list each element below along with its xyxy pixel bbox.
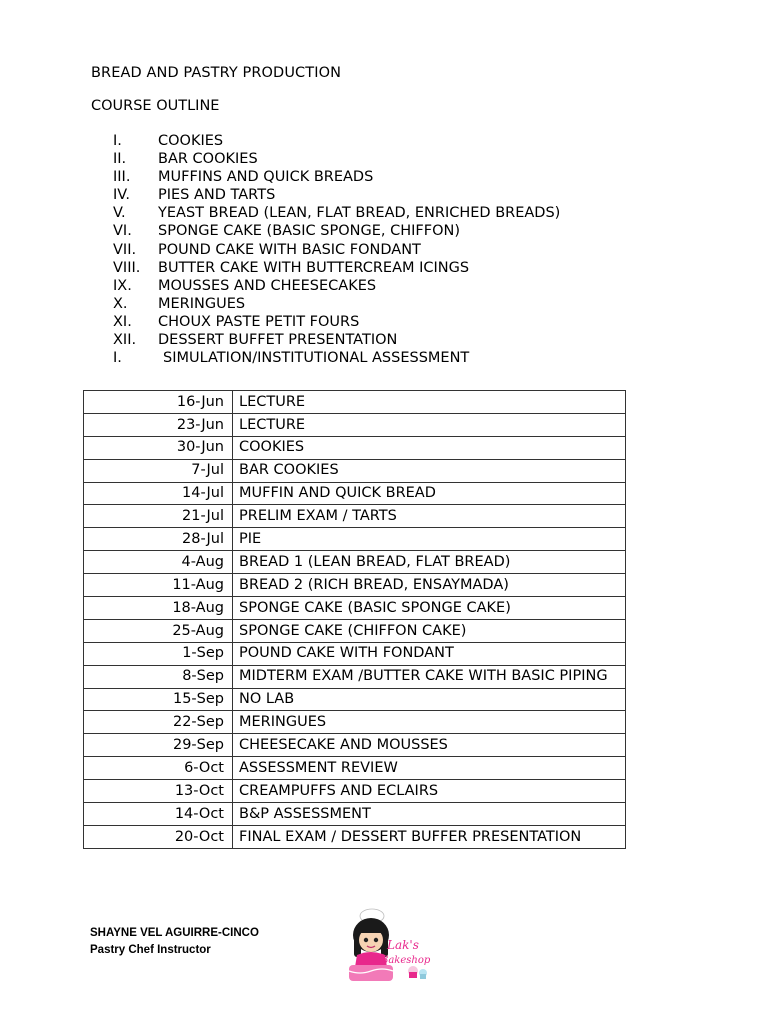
schedule-date: 8-Sep	[84, 665, 233, 688]
schedule-topic: COOKIES	[233, 436, 626, 459]
bakeshop-logo	[335, 905, 435, 985]
outline-item	[113, 241, 560, 259]
table-row	[84, 459, 626, 482]
outline-item	[113, 277, 560, 295]
outline-text: SIMULATION/INSTITUTIONAL ASSESSMENT	[163, 350, 470, 367]
document-subtitle: COURSE OUTLINE	[91, 98, 220, 114]
table-row	[84, 711, 626, 734]
schedule-topic: MIDTERM EXAM /BUTTER CAKE WITH BASIC PIPING	[233, 665, 626, 688]
schedule-date: 18-Aug	[84, 597, 233, 620]
logo-text-line2: Bakeshop	[381, 955, 431, 966]
table-row	[84, 551, 626, 574]
schedule-date: 29-Sep	[84, 734, 233, 757]
outline-item	[113, 204, 560, 222]
outline-text: MUFFINS AND QUICK BREADS	[158, 169, 374, 186]
logo-text-line1: Lak's	[387, 938, 419, 952]
outline-item	[113, 349, 560, 367]
outline-item	[113, 259, 560, 277]
outline-number: IV.	[113, 187, 130, 204]
outline-text: MOUSSES AND CHEESECAKES	[158, 277, 377, 294]
table-row	[84, 413, 626, 436]
outline-number: XII.	[113, 332, 137, 349]
table-row	[84, 734, 626, 757]
instructor-role: Pastry Chef Instructor	[90, 944, 211, 956]
schedule-table-body	[84, 391, 626, 849]
outline-number: II.	[113, 151, 127, 168]
schedule-date: 13-Oct	[84, 780, 233, 803]
schedule-topic: SPONGE CAKE (BASIC SPONGE CAKE)	[233, 597, 626, 620]
table-row	[84, 665, 626, 688]
outline-number: VII.	[113, 241, 137, 258]
outline-item	[113, 186, 560, 204]
schedule-topic: LECTURE	[233, 413, 626, 436]
schedule-topic: POUND CAKE WITH FONDANT	[233, 642, 626, 665]
schedule-topic: BAR COOKIES	[233, 459, 626, 482]
outline-number: IX.	[113, 277, 132, 294]
schedule-date: 15-Sep	[84, 688, 233, 711]
schedule-topic: NO LAB	[233, 688, 626, 711]
schedule-date: 14-Jul	[84, 482, 233, 505]
document-title: BREAD AND PASTRY PRODUCTION	[91, 65, 342, 81]
table-row	[84, 825, 626, 848]
schedule-topic: PIE	[233, 528, 626, 551]
outline-text: COOKIES	[158, 133, 224, 149]
outline-item	[113, 132, 560, 150]
table-row	[84, 528, 626, 551]
outline-text: BUTTER CAKE WITH BUTTERCREAM ICINGS	[158, 259, 470, 276]
outline-text: MERINGUES	[158, 295, 246, 312]
outline-item	[113, 168, 560, 186]
schedule-date: 16-Jun	[84, 391, 233, 414]
outline-text: POUND CAKE WITH BASIC FONDANT	[158, 241, 421, 258]
table-row	[84, 688, 626, 711]
schedule-date: 23-Jun	[84, 413, 233, 436]
table-row	[84, 436, 626, 459]
schedule-date: 21-Jul	[84, 505, 233, 528]
table-row	[84, 505, 626, 528]
outline-item	[113, 222, 560, 240]
outline-number: V.	[113, 205, 126, 222]
schedule-topic: LECTURE	[233, 391, 626, 414]
table-row	[84, 780, 626, 803]
table-row	[84, 574, 626, 597]
table-row	[84, 803, 626, 826]
schedule-topic: SPONGE CAKE (CHIFFON CAKE)	[233, 619, 626, 642]
outline-text: PIES AND TARTS	[158, 187, 276, 204]
schedule-topic: BREAD 2 (RICH BREAD, ENSAYMADA)	[233, 574, 626, 597]
outline-item	[113, 295, 560, 313]
schedule-topic: CREAMPUFFS AND ECLAIRS	[233, 780, 626, 803]
schedule-topic: ASSESSMENT REVIEW	[233, 757, 626, 780]
schedule-date: 4-Aug	[84, 551, 233, 574]
course-outline-list	[113, 132, 560, 367]
schedule-date: 6-Oct	[84, 757, 233, 780]
schedule-date: 22-Sep	[84, 711, 233, 734]
schedule-topic: B&P ASSESSMENT	[233, 803, 626, 826]
outline-item	[113, 331, 560, 349]
outline-number: I.	[113, 350, 122, 367]
schedule-topic: MUFFIN AND QUICK BREAD	[233, 482, 626, 505]
outline-number: VIII.	[113, 259, 141, 276]
outline-number: VI.	[113, 223, 132, 240]
outline-number: I.	[113, 133, 122, 149]
schedule-date: 1-Sep	[84, 642, 233, 665]
outline-item	[113, 313, 560, 331]
schedule-topic: FINAL EXAM / DESSERT BUFFER PRESENTATION	[233, 825, 626, 848]
outline-item	[113, 150, 560, 168]
outline-number: XI.	[113, 313, 132, 330]
schedule-topic: PRELIM EXAM / TARTS	[233, 505, 626, 528]
outline-text: CHOUX PASTE PETIT FOURS	[158, 313, 360, 330]
table-row	[84, 619, 626, 642]
schedule-date: 11-Aug	[84, 574, 233, 597]
instructor-name: SHAYNE VEL AGUIRRE-CINCO	[90, 927, 259, 939]
schedule-date: 20-Oct	[84, 825, 233, 848]
schedule-date: 25-Aug	[84, 619, 233, 642]
schedule-topic: CHEESECAKE AND MOUSSES	[233, 734, 626, 757]
outline-text: YEAST BREAD (LEAN, FLAT BREAD, ENRICHED BREADS)	[158, 205, 561, 222]
outline-number: X.	[113, 295, 128, 312]
table-row	[84, 757, 626, 780]
table-row	[84, 642, 626, 665]
schedule-table	[83, 390, 626, 849]
schedule-topic: BREAD 1 (LEAN BREAD, FLAT BREAD)	[233, 551, 626, 574]
table-row	[84, 391, 626, 414]
outline-text: BAR COOKIES	[158, 151, 258, 168]
outline-text: SPONGE CAKE (BASIC SPONGE, CHIFFON)	[158, 223, 461, 240]
table-row	[84, 597, 626, 620]
schedule-topic: MERINGUES	[233, 711, 626, 734]
outline-text: DESSERT BUFFET PRESENTATION	[158, 332, 398, 349]
schedule-date: 7-Jul	[84, 459, 233, 482]
outline-number: III.	[113, 169, 131, 186]
schedule-date: 28-Jul	[84, 528, 233, 551]
schedule-date: 14-Oct	[84, 803, 233, 826]
table-row	[84, 482, 626, 505]
schedule-date: 30-Jun	[84, 436, 233, 459]
